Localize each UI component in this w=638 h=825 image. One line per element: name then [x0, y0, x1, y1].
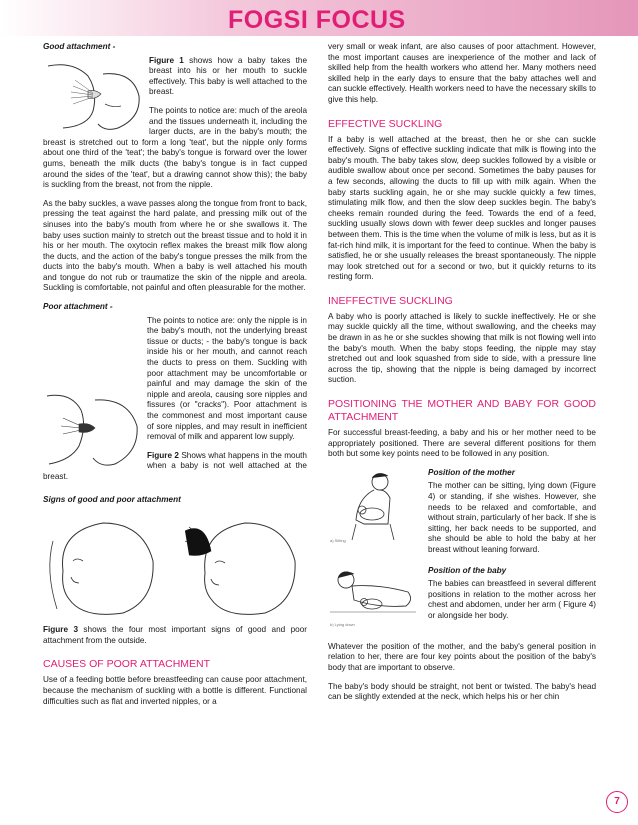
figure-4-lying-mother-drawing	[328, 560, 418, 630]
figure-4-sitting-mother-drawing	[328, 468, 418, 544]
positioning-heading: POSITIONING THE MOTHER AND BABY FOR GOOD ATTACHMENT	[328, 398, 596, 424]
good-attachment-heading: Good attachment -	[43, 42, 116, 51]
figure-3-caption: Figure 3 shows the four most important signs of good and poor attachment from the outside.	[43, 625, 307, 645]
figure-3-good-attachment-drawing	[43, 511, 169, 619]
figure-1-illustration	[43, 56, 143, 134]
key-points-paragraph: Whatever the position of the mother, and the baby's general position in relation to her, there are four key points about the position of the baby's body that are important to observe.	[328, 641, 596, 672]
figure-3-illustrations	[43, 511, 307, 619]
ineffective-suckling-paragraph: A baby who is poorly attached is likely to suckle ineffectively. He or she may suckle quickly all the time, without swallowing, and the cheeks may be drawn in as he or she suckles showing that milk is not flowing well into the baby's mouth. When the baby stops feeding, the nipple may stay stretched out and look squashed from side to side, with a pressure line across the tip, showing that the nipple is being damaged by incorrect suction.	[328, 311, 596, 385]
figure-3-poor-attachment-drawing	[181, 511, 307, 619]
signs-heading: Signs of good and poor attachment	[43, 494, 181, 504]
baby-position-paragraph: The babies can breastfeed in several different positions in relation to the mother across her chest and abdomen, under her arm ( Figure 4) or alongside her body.	[428, 579, 596, 620]
effective-suckling-heading: EFFECTIVE SUCKLING	[328, 117, 443, 130]
positioning-paragraph: For successful breast-feeding, a baby and his or her mother need to be appropriately positioned. There are several different positions for them both but some key points need to be followed in any position.	[328, 428, 596, 459]
right-column	[328, 42, 596, 711]
figure-2-illustration	[43, 388, 141, 470]
svg-text:b) Lying down: b) Lying down	[330, 621, 355, 627]
page-number: 7	[606, 791, 628, 813]
effective-suckling-paragraph: If a baby is well attached at the breast, then he or she can suckle effectively. Signs of effective suckling indicate that milk is flowing into the baby's mouth. The baby takes slow, deep suckles followed by a visible or audible swallow about once per second. Sometimes the baby pauses for a few seconds, allowing the ducts to fill up with milk again. When the baby starts suckling again, he or she may suckle quickly a few times, stimulating milk flow, and then the slow deep suckles begin. The baby's cheeks remain rounded during the feed. Towards the end of a feed, suckling usually slows down with fewer deep suckles and longer pauses between them. This is the time when the volume of milk is less, but as it is fat-rich hind milk, it is important for the feed to continue. When the baby is satisfied, he or she usually releases the breast spontaneously. The nipple may look stretched out for a second or two, but it quickly returns to its resting form.	[328, 134, 596, 282]
left-column	[43, 42, 307, 715]
poor-attachment-heading: Poor attachment -	[43, 302, 113, 312]
poor-attachment-paragraph: The points to notice are: only the nipple is in the baby's mouth, not the underlying breast tissue or ducts; - the baby's tongue is back inside his or her mouth, and cannot reach the ducts to press on them. Suckling with poor attachment may be uncomfortable or painful and may damage the skin of the nipple and areola, causing sore nipples and fissures (or "cracks"). Poor attachment is the commonest and most important cause of sore nipples, and may result in inefficient removal of milk and apparent low supply.	[147, 315, 307, 442]
good-attachment-paragraph-2: As the baby suckles, a wave passes along the tongue from front to back, pressing the teat against the hard palate, and pressing milk out of the sinuses into the baby's mouth from where he or she swallows it. The baby uses suction mainly to stretch out the breast tissue and to hold it in his or her mouth. The oxytocin reflex makes the breast milk flow along the ducts, and the action of the baby's tongue presses the milk from the ducts into the baby's mouth. When a baby is well attached his mouth and tongue do not rub or traumatize the skin of the nipple and areola. Suckling is comfortable, not painful and often pleasurable for the mother.	[43, 198, 307, 293]
baby-position-heading: Position of the baby	[428, 565, 507, 575]
good-attachment-paragraph-1: The points to notice are: much of the areola and the tissues underneath it, including the larger ducts, are in the baby's mouth; the breast is stretched out to form a long 'teat', but the nipple only forms about one third of the 'teat'; the baby's tongue is forward over the lower gums, beneath the milk ducts (the baby's tongue is in fact cupped around the sides of the 'teat', but a drawing cannot show this); the baby is suckling from the breast, not from the nipple.	[43, 105, 307, 190]
causes-continued-paragraph: very small or weak infant, are also causes of poor attachment. However, the most important causes are inexperience of the mother and lack of skilled help from the health workers who attend her. Many mothers need skilled help in the early days to ensure that the baby attaches well and can suckle effectively. Health workers need to have the necessary skills to give this help.	[328, 42, 596, 104]
figure-1-caption: Figure 1 shows how a baby takes the breast into his or her mouth to suckle effectively. This baby is well attached to the breast.	[149, 55, 307, 97]
page-header-title: FOGSI FOCUS	[228, 6, 406, 34]
causes-paragraph: Use of a feeding bottle before breastfeeding can cause poor attachment, because the mechanism of suckling with a bottle is different. Functional difficulties such as flat and inverted nipples, or a	[43, 675, 307, 706]
causes-heading: CAUSES OF POOR ATTACHMENT	[43, 658, 211, 671]
ineffective-suckling-heading: INEFFECTIVE SUCKLING	[328, 294, 453, 307]
figure-4-illustrations	[328, 468, 420, 630]
mother-position-heading: Position of the mother	[428, 467, 515, 477]
figure-2-caption: Figure 2 Shows what happens in the mouth when a baby is not well attached at the breast.	[43, 450, 307, 481]
baby-body-paragraph: The baby's body should be straight, not bent or twisted. The baby's head can be slightly extended at the neck, which helps his or her chin	[328, 681, 596, 702]
mother-position-paragraph: The mother can be sitting, lying down (Figure 4) or standing, if she wishes. However, she needs to be relaxed and comfortable, and without strain, particularly of her back. If she is sitting, her back needs to be supported, and she should be able to hold the baby at her breast without leaning forward.	[428, 481, 596, 554]
svg-text:a) Sitting: a) Sitting	[330, 537, 346, 543]
